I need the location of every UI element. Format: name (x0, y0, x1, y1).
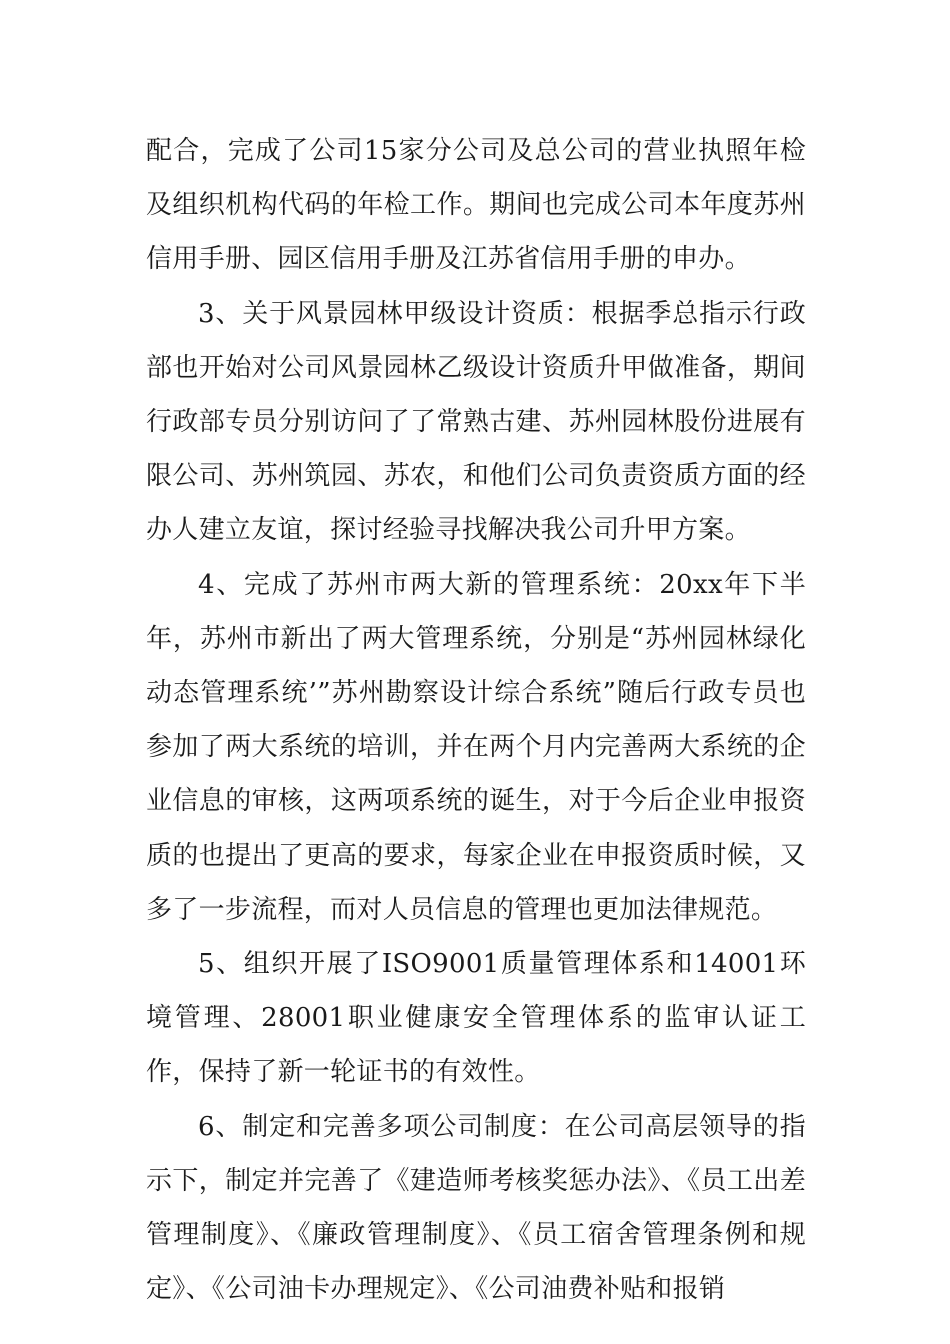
paragraph-item-3: 3、关于风景园林甲级设计资质：根据季总指示行政部也开始对公司风景园林乙级设计资质升甲做准备，期间行政部专员分别访问了了常熟古建、苏州园林股份进展有限公司、苏州筑园、苏农，和他们公司负责资质方面的经办人建立友谊，探讨经验寻找解决我公司升甲方案。 (146, 298, 806, 546)
paragraph-continuation: 配合，完成了公司15家分公司及总公司的营业执照年检及组织机构代码的年检工作。期间也完成公司本年度苏州信用手册、园区信用手册及江苏省信用手册的申办。 (146, 136, 806, 275)
paragraph-item-4: 4、完成了苏州市两大新的管理系统：20xx年下半年，苏州市新出了两大管理系统，分别是“苏州园林绿化动态管理系统’”苏州勘察设计综合系统”随后行政专员也参加了两大系统的培训，并在两个月内完善两大系统的企业信息的审核，这两项系统的诞生，对于今后企业申报资质的也提出了更高的要求，每家企业在申报资质时候，又多了一步流程，而对人员信息的管理也更加法律规范。 (146, 569, 806, 925)
paragraph-item-6: 6、制定和完善多项公司制度：在公司高层领导的指示下，制定并完善了《建造师考核奖惩办法》、《员工出差管理制度》、《廉政管理制度》、《员工宿舍管理条例和规定》、《公司油卡办理规定》、《公司油费补贴和报销 (146, 1111, 806, 1305)
paragraph-item-5: 5、组织开展了ISO9001质量管理体系和14001环境管理、28001职业健康安全管理体系的监审认证工作，保持了新一轮证书的有效性。 (146, 949, 806, 1088)
document-page (146, 124, 806, 1316)
